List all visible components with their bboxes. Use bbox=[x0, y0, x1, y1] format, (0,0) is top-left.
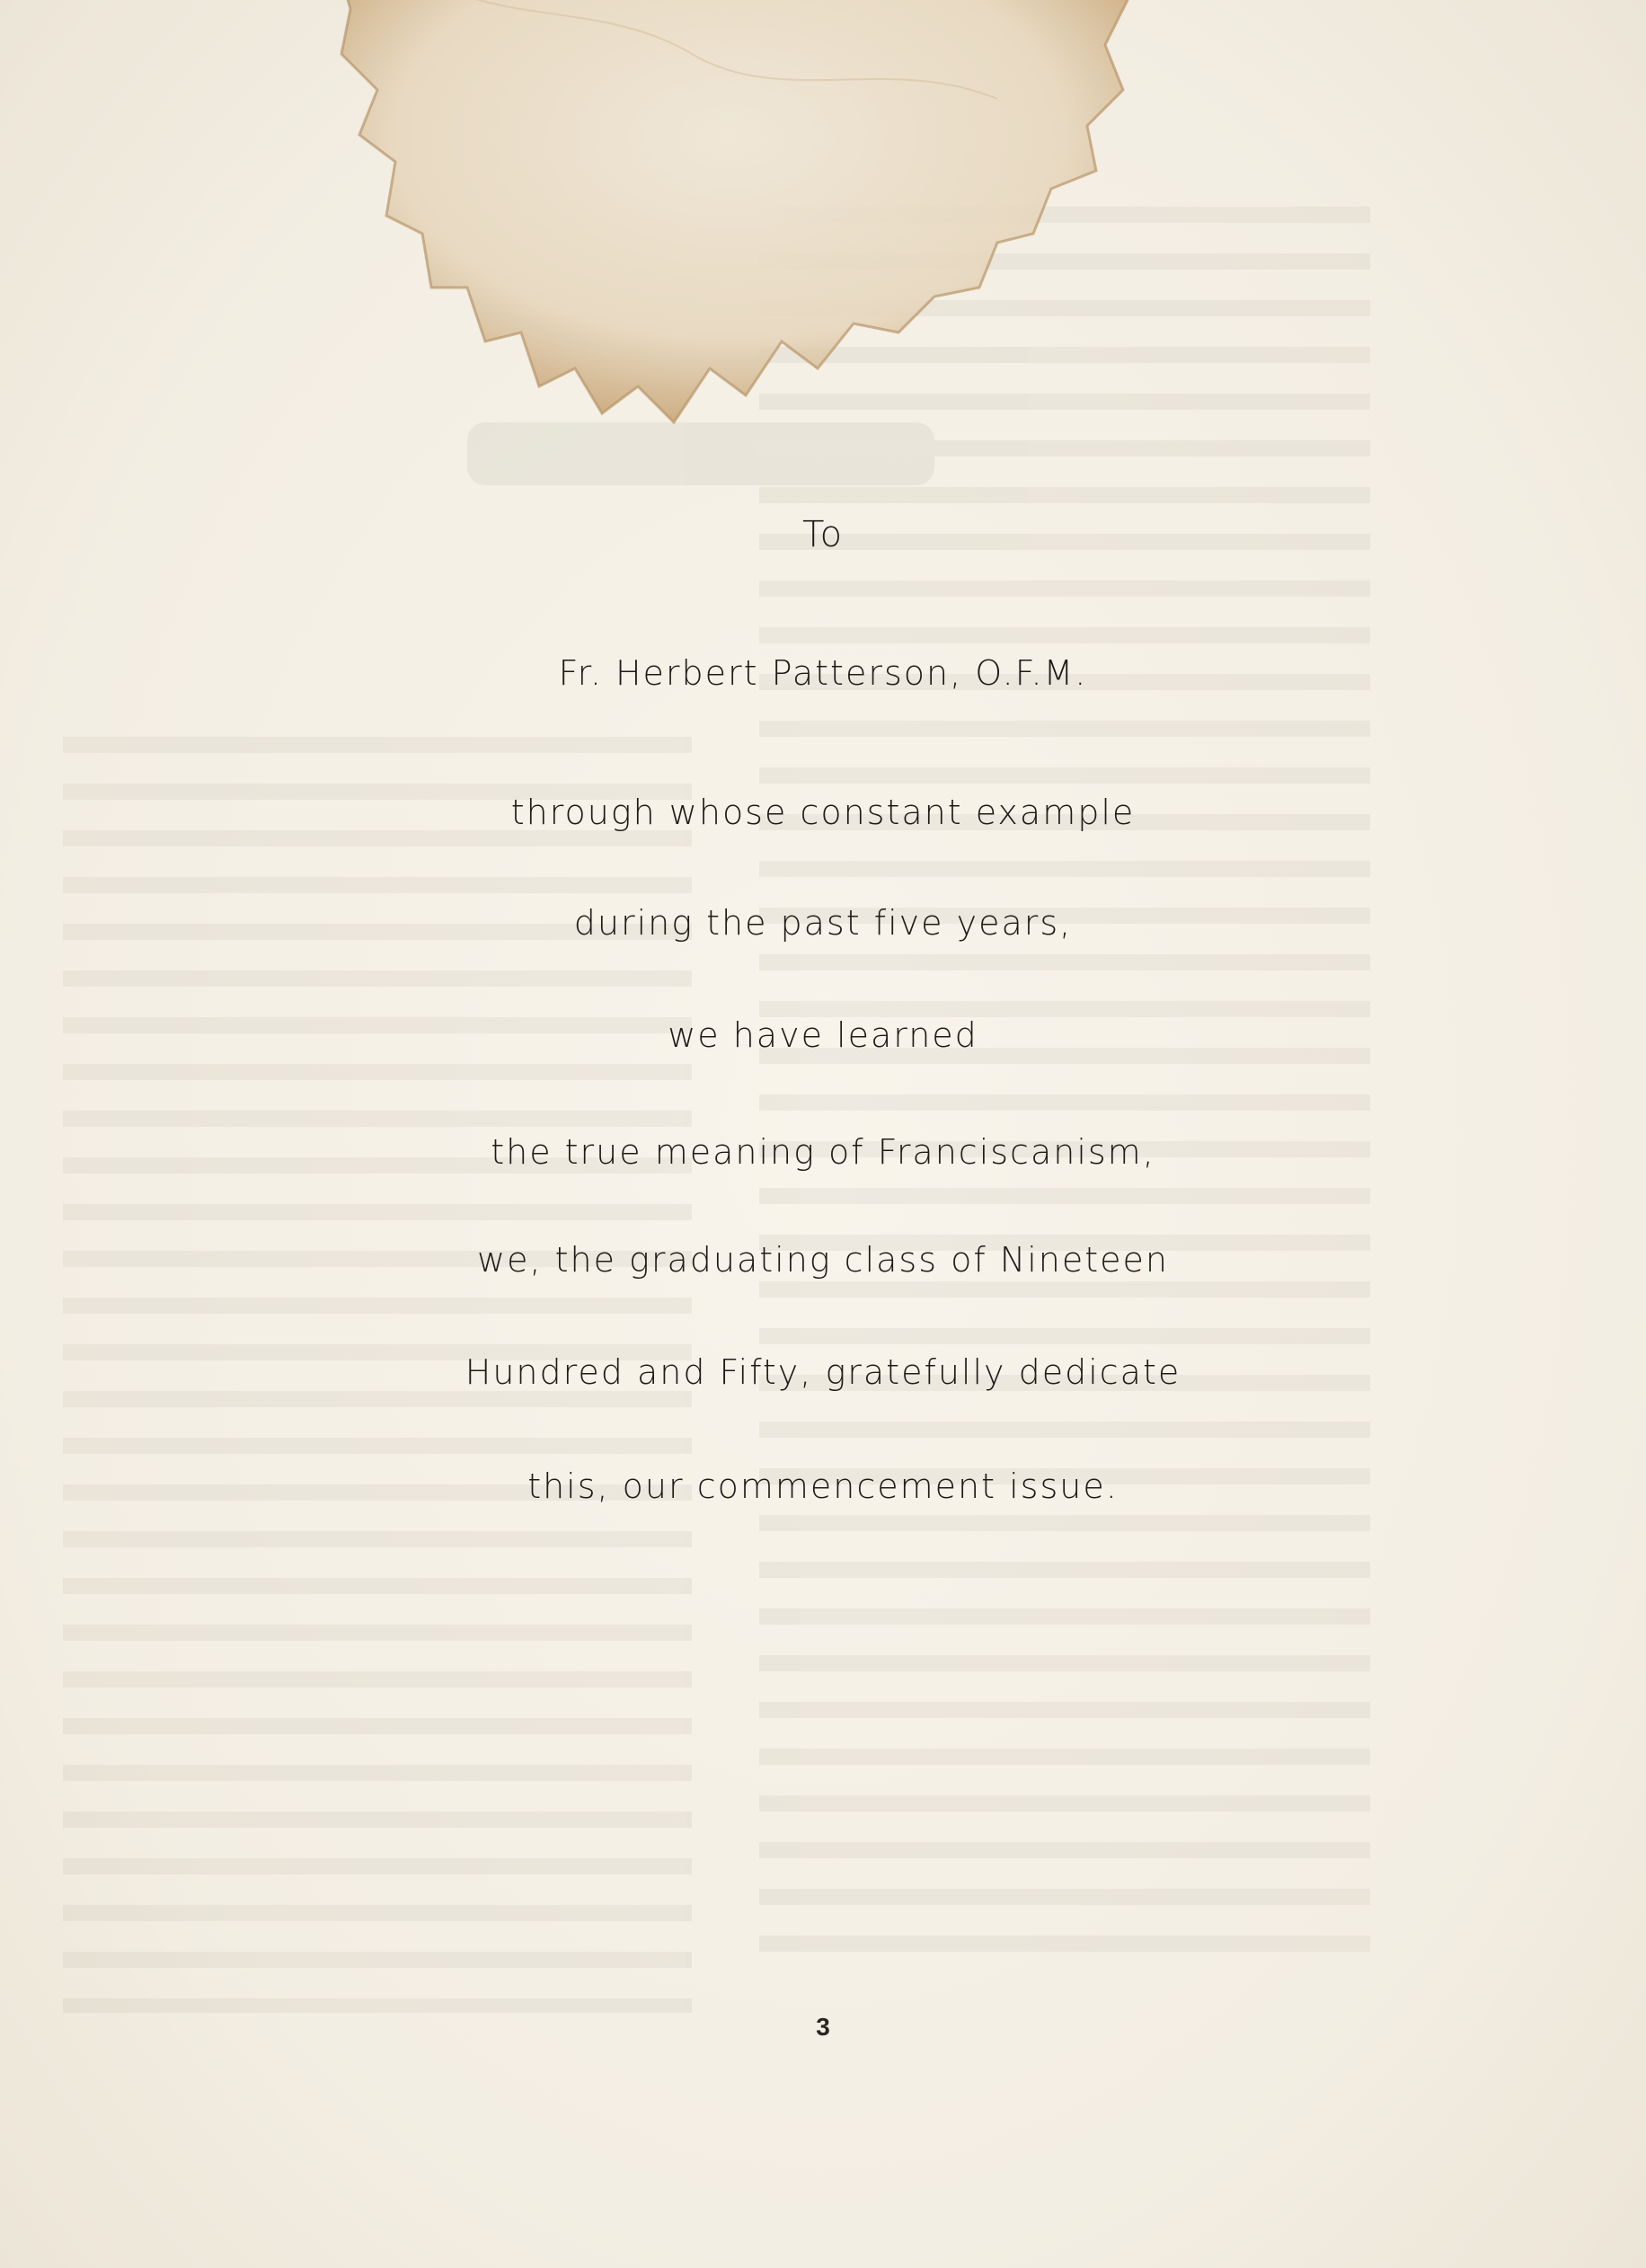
dedication-line: during the past five years, bbox=[573, 903, 1073, 943]
dedication-line: this, our commencement issue. bbox=[527, 1466, 1119, 1506]
dedication-line: the true meaning of Franciscanism, bbox=[491, 1132, 1155, 1172]
dedication-to: To bbox=[801, 514, 845, 555]
dedication-line: we, the graduating class of Nineteen bbox=[477, 1240, 1169, 1280]
page-number: 3 bbox=[816, 2013, 830, 2041]
dedication-line: through whose constant example bbox=[510, 793, 1136, 832]
dedication-line: Hundred and Fifty, gratefully dedicate bbox=[465, 1352, 1181, 1392]
dedication-line: we have learned bbox=[668, 1015, 978, 1055]
water-stain bbox=[314, 0, 1141, 449]
show-through-column-right bbox=[759, 207, 1370, 1959]
dedication-name: Fr. Herbert Patterson, O.F.M. bbox=[558, 653, 1088, 693]
